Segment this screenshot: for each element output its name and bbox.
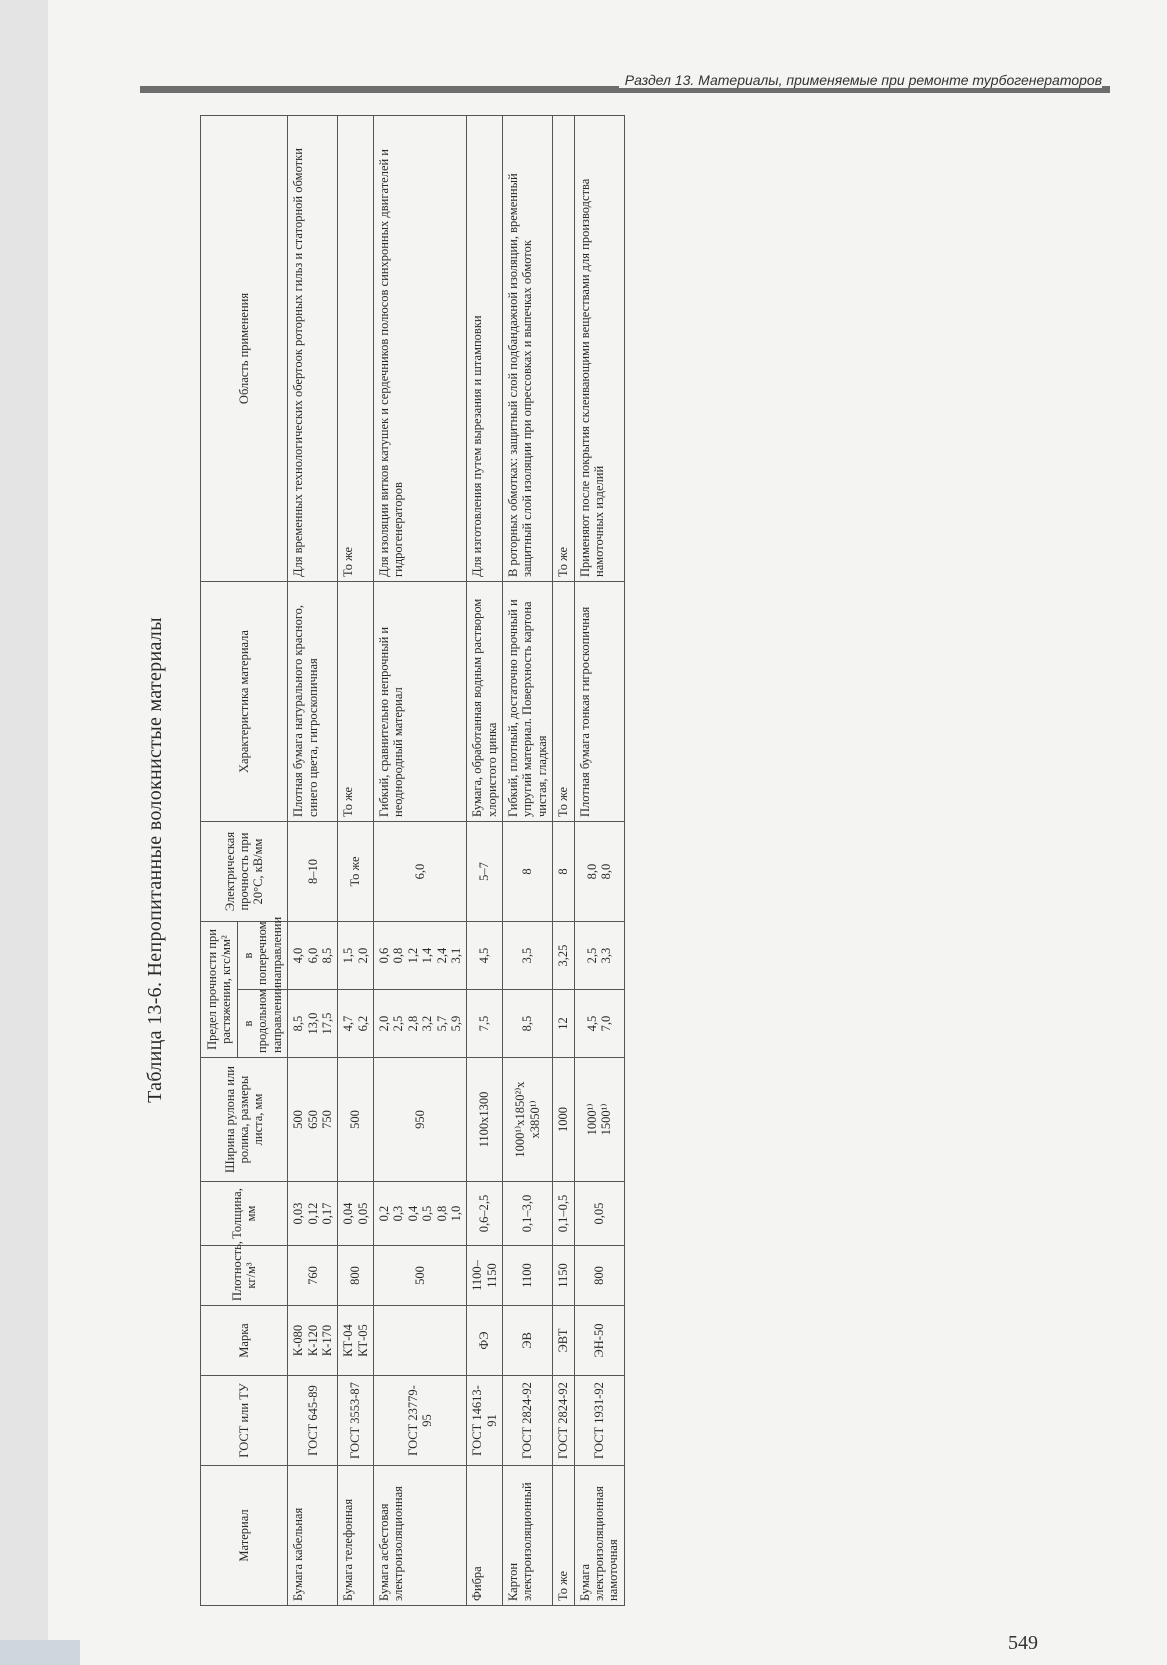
- cell-electric: 8–10: [288, 822, 338, 922]
- col-characteristic: Характеристика материала: [201, 582, 288, 822]
- col-width: Ширина рулона или ролика, размеры листа, мм: [201, 1058, 288, 1182]
- table-row: [338, 116, 374, 1606]
- cell-density: 800: [338, 1246, 374, 1306]
- table-row: [374, 116, 467, 1606]
- scan-edge-mark: [0, 1640, 80, 1665]
- cell-electric: 8: [503, 822, 553, 922]
- cell-trans: 3,25: [553, 922, 574, 990]
- cell-density: 1100: [503, 1246, 553, 1306]
- cell-density: 760: [288, 1246, 338, 1306]
- cell-thickness: 0,05: [574, 1182, 624, 1246]
- cell-gost: ГОСТ 14613-91: [467, 1376, 503, 1466]
- rotated-content: [140, 110, 980, 1610]
- cell-marka: ФЭ: [467, 1306, 503, 1376]
- cell-characteristic: То же: [338, 582, 374, 822]
- cell-trans: 4,5: [467, 922, 503, 990]
- col-gost: ГОСТ или ТУ: [201, 1376, 288, 1466]
- cell-electric: 8,0 8,0: [574, 822, 624, 922]
- col-electric: Электрическая прочность при 20°С, кВ/мм: [201, 822, 288, 922]
- running-header: [140, 72, 1110, 102]
- page-number: 549: [1008, 1632, 1038, 1654]
- cell-width: 1100х1300: [467, 1058, 503, 1182]
- cell-characteristic: Бумага, обработанная водным раствором хлористого цинка: [467, 582, 503, 822]
- col-material: Материал: [201, 1466, 288, 1606]
- cell-application: То же: [553, 116, 574, 582]
- cell-thickness: 0,2 0,3 0,4 0,5 0,8 1,0: [374, 1182, 467, 1246]
- cell-width: 500 650 750: [288, 1058, 338, 1182]
- cell-application: То же: [338, 116, 374, 582]
- cell-width: 1000: [553, 1058, 574, 1182]
- cell-characteristic: Плотная бумага тонкая гигроскопичная: [574, 582, 624, 822]
- table-body: [288, 116, 625, 1606]
- cell-density: 1100–1150: [467, 1246, 503, 1306]
- col-strength: Предел прочности при растяжении, кгс/мм²: [201, 922, 238, 1058]
- table-row: [288, 116, 338, 1606]
- cell-material: Бумага электроизоляционная намоточная: [574, 1466, 624, 1606]
- cell-characteristic: Плотная бумага натурального красного, синего цвета, гигроскопичная: [288, 582, 338, 822]
- cell-long: 4,5 7,0: [574, 990, 624, 1058]
- col-marka: Марка: [201, 1306, 288, 1376]
- cell-long: 8,5: [503, 990, 553, 1058]
- cell-width: 500: [338, 1058, 374, 1182]
- cell-material: Картон электроизоляционный: [503, 1466, 553, 1606]
- cell-application: Для изоляции витков катушек и сердечников полюсов синхронных двигателей и гидрогенераторов: [374, 116, 467, 582]
- cell-trans: 2,5 3,3: [574, 922, 624, 990]
- cell-long: 4,7 6,2: [338, 990, 374, 1058]
- cell-application: В роторных обмотках: защитный слой подбандажной изоляции, временный защитный слой изоляции при опрессовках и выпечках обмоток: [503, 116, 553, 582]
- cell-thickness: 0,1–0,5: [553, 1182, 574, 1246]
- table-row: [574, 116, 624, 1606]
- col-thickness: Толщина, мм: [201, 1182, 288, 1246]
- cell-marka: ЭВ: [503, 1306, 553, 1376]
- cell-application: Применяют после покрытия склеивающими веществами для производства намоточных изделий: [574, 116, 624, 582]
- cell-marka: [374, 1306, 467, 1376]
- cell-gost: ГОСТ 23779-95: [374, 1376, 467, 1466]
- cell-long: 2,0 2,5 2,8 3,2 5,7 5,9: [374, 990, 467, 1058]
- cell-gost: ГОСТ 2824-92: [503, 1376, 553, 1466]
- cell-characteristic: Гибкий, плотный, достаточно прочный и упругий материал. Поверхность картона чистая, гладкая: [503, 582, 553, 822]
- cell-trans: 0,6 0,8 1,2 1,4 2,4 3,1: [374, 922, 467, 990]
- materials-table: [200, 115, 625, 1606]
- cell-thickness: 0,6–2,5: [467, 1182, 503, 1246]
- cell-marka: ЭН-50: [574, 1306, 624, 1376]
- cell-thickness: 0,03 0,12 0,17: [288, 1182, 338, 1246]
- cell-density: 1150: [553, 1246, 574, 1306]
- cell-density: 800: [574, 1246, 624, 1306]
- col-application: Область применения: [201, 116, 288, 582]
- col-strength-trans: в поперечном направлении: [238, 922, 288, 990]
- cell-long: 7,5: [467, 990, 503, 1058]
- cell-electric: То же: [338, 822, 374, 922]
- cell-marka: КТ-04 КТ-05: [338, 1306, 374, 1376]
- header-text: Раздел 13. Материалы, применяемые при ремонте турбогенераторов: [619, 72, 1102, 88]
- col-strength-long: в продольном направлении: [238, 990, 288, 1058]
- rotated-table-area: [140, 110, 980, 1610]
- cell-gost: ГОСТ 2824-92: [553, 1376, 574, 1466]
- cell-characteristic: То же: [553, 582, 574, 822]
- col-density: Плотность, кг/м³: [201, 1246, 288, 1306]
- cell-characteristic: Гибкий, сравнительно непрочный и неоднородный материал: [374, 582, 467, 822]
- cell-marka: К-080 К-120 К-170: [288, 1306, 338, 1376]
- cell-material: Бумага кабельная: [288, 1466, 338, 1606]
- cell-electric: 8: [553, 822, 574, 922]
- cell-electric: 5–7: [467, 822, 503, 922]
- cell-trans: 1,5 2,0: [338, 922, 374, 990]
- cell-application: Для изготовления путем вырезания и штамповки: [467, 116, 503, 582]
- cell-trans: 3,5: [503, 922, 553, 990]
- table-row: [553, 116, 574, 1606]
- cell-long: 8,5 13,0 17,5: [288, 990, 338, 1058]
- cell-width: 950: [374, 1058, 467, 1182]
- cell-gost: ГОСТ 645-89: [288, 1376, 338, 1466]
- table-row: [503, 116, 553, 1606]
- cell-material: Бумага телефонная: [338, 1466, 374, 1606]
- cell-density: 500: [374, 1246, 467, 1306]
- cell-material: Фибра: [467, 1466, 503, 1606]
- cell-width: 1000¹⁾х1850²⁾х х3850¹⁾: [503, 1058, 553, 1182]
- cell-thickness: 0,04 0,05: [338, 1182, 374, 1246]
- cell-application: Для временных технологических обертоок роторных гильз и статорной обмотки: [288, 116, 338, 582]
- cell-trans: 4,0 6,0 8,5: [288, 922, 338, 990]
- cell-width: 1000¹⁾ 1500¹⁾: [574, 1058, 624, 1182]
- table-title: Таблица 13-6. Непропитанные волокнистые материалы: [144, 617, 166, 1103]
- cell-material: То же: [553, 1466, 574, 1606]
- cell-electric: 6,0: [374, 822, 467, 922]
- cell-thickness: 0,1–3,0: [503, 1182, 553, 1246]
- cell-gost: ГОСТ 1931-92: [574, 1376, 624, 1466]
- cell-material: Бумага асбестовая электроизоляционная: [374, 1466, 467, 1606]
- table-row: [467, 116, 503, 1606]
- cell-long: 12: [553, 990, 574, 1058]
- cell-gost: ГОСТ 3553-87: [338, 1376, 374, 1466]
- cell-marka: ЭВТ: [553, 1306, 574, 1376]
